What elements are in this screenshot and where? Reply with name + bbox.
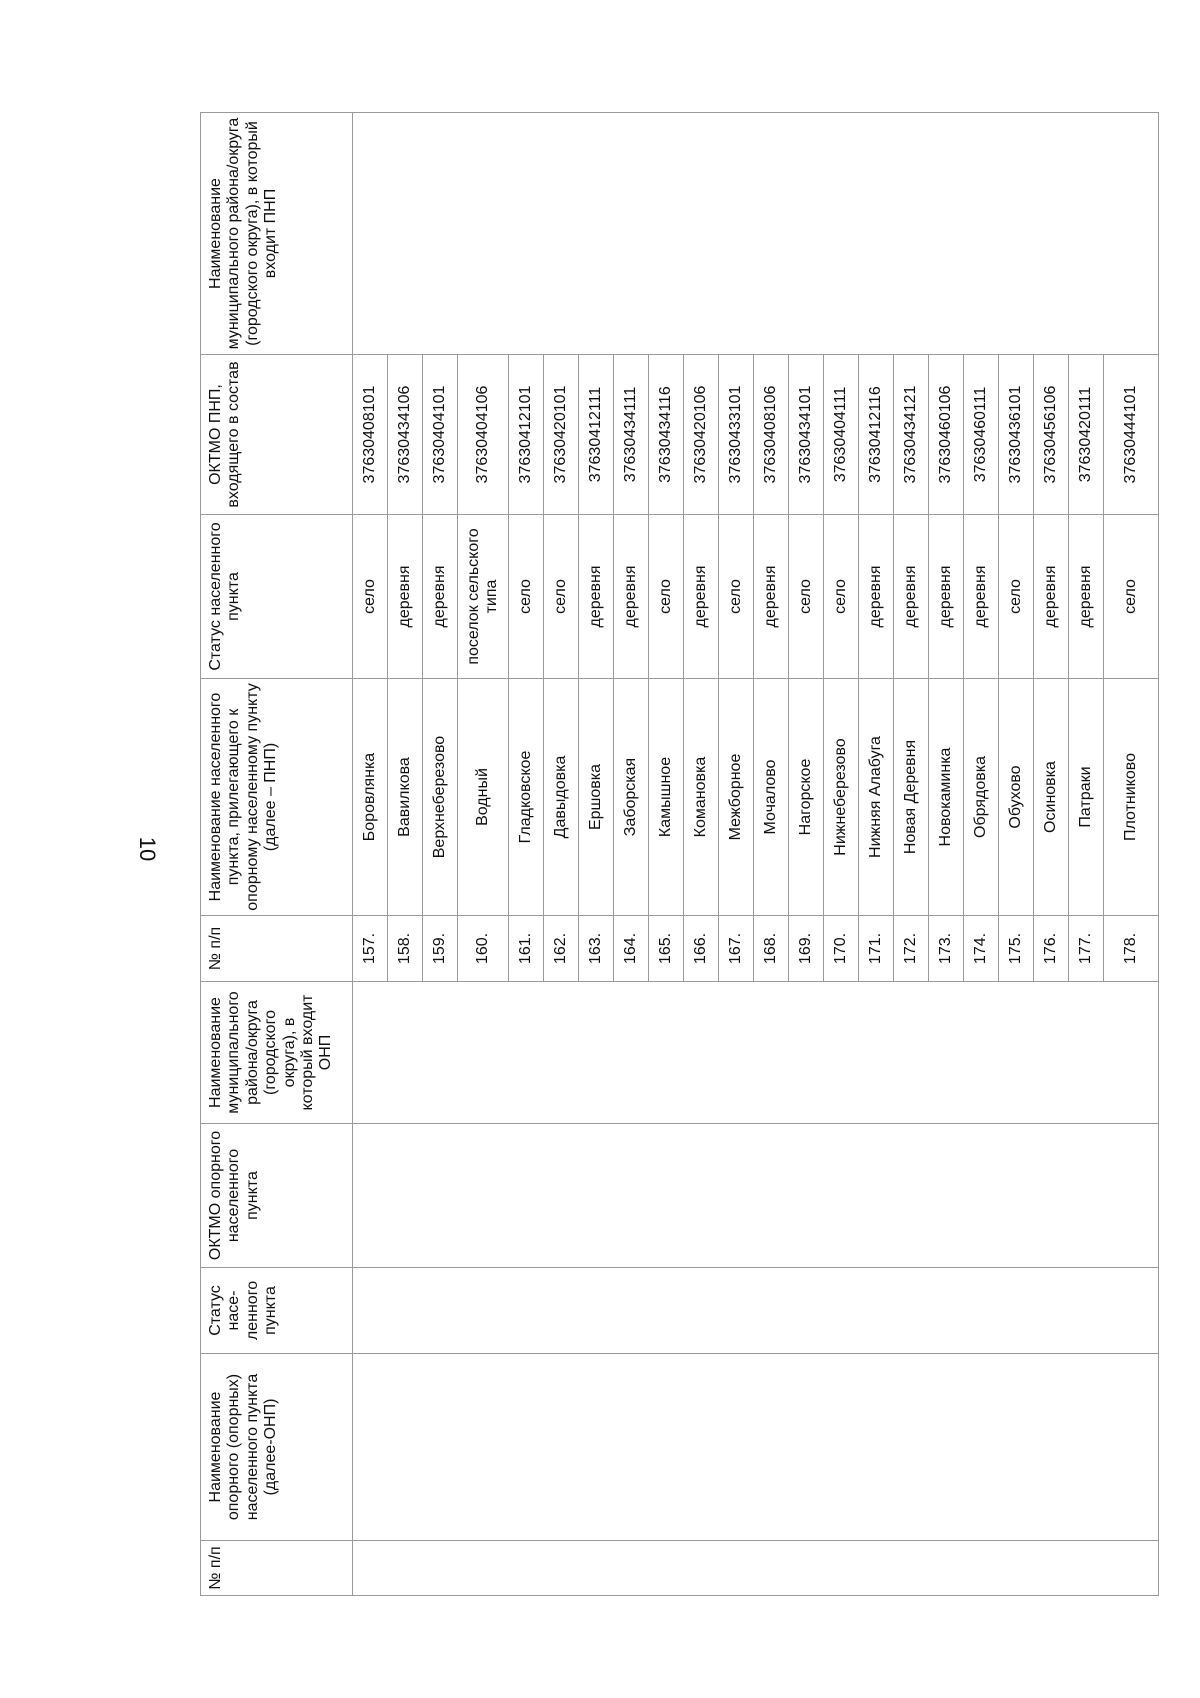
settlement-oktmo: 37630412111 (579, 355, 614, 515)
settlement-status: деревня (754, 515, 789, 679)
settlement-status: село (649, 515, 684, 679)
row-number: 174. (964, 916, 999, 982)
settlement-status: деревня (614, 515, 649, 679)
settlement-status: село (999, 515, 1034, 679)
settlement-oktmo: 37630420101 (544, 355, 579, 515)
row-number: 172. (894, 916, 929, 982)
settlement-name: Камышное (649, 679, 684, 916)
settlement-status: село (719, 515, 754, 679)
settlement-status: деревня (859, 515, 894, 679)
row-number: 161. (509, 916, 544, 982)
settlement-status: деревня (423, 515, 458, 679)
settlement-oktmo: 37630404101 (423, 355, 458, 515)
pnp-district-cell (353, 113, 1159, 355)
settlement-oktmo: 37630404106 (458, 355, 509, 515)
onp-no-cell (353, 1541, 1159, 1596)
settlement-status: село (509, 515, 544, 679)
header-onp-name: Наименование опорного (опорных) населенного пункта (далее-ОНП) (201, 1354, 353, 1541)
row-number: 177. (1069, 916, 1104, 982)
row-number: 173. (929, 916, 964, 982)
header-pnp-no: № п/п (201, 916, 353, 982)
settlement-name: Обухово (999, 679, 1034, 916)
settlement-name: Гладковское (509, 679, 544, 916)
settlement-name: Боровлянка (353, 679, 388, 916)
row-number: 178. (1104, 916, 1159, 982)
row-number: 162. (544, 916, 579, 982)
header-onp-status: Статус насе-ленного пункта (201, 1268, 353, 1354)
settlement-status: село (789, 515, 824, 679)
settlement-name: Новокаминка (929, 679, 964, 916)
settlement-oktmo: 37630404111 (824, 355, 859, 515)
header-pnp-oktmo: ОКТМО ПНП, входящего в состав (201, 355, 353, 515)
settlement-name: Новая Деревня (894, 679, 929, 916)
settlement-status: деревня (1069, 515, 1104, 679)
settlement-oktmo: 37630412116 (859, 355, 894, 515)
settlement-name: Давыдовка (544, 679, 579, 916)
row-number: 164. (614, 916, 649, 982)
header-onp-oktmo: ОКТМО опорного населенного пункта (201, 1124, 353, 1268)
settlement-oktmo: 37630434101 (789, 355, 824, 515)
rotated-table-container (200, 113, 1137, 1596)
settlement-oktmo: 37630436101 (999, 355, 1034, 515)
row-number: 171. (859, 916, 894, 982)
settlement-oktmo: 37630408106 (754, 355, 789, 515)
header-onp-district: Наименование муниципального района/округа (городского округа), в который входит ОНП (201, 982, 353, 1124)
settlement-status: деревня (684, 515, 719, 679)
settlement-oktmo: 37630460111 (964, 355, 999, 515)
settlement-status: село (824, 515, 859, 679)
settlement-oktmo: 37630434106 (388, 355, 423, 515)
settlement-oktmo: 37630444101 (1104, 355, 1159, 515)
settlement-status: село (1104, 515, 1159, 679)
settlement-name: Межборное (719, 679, 754, 916)
header-onp-no: № п/п (201, 1541, 353, 1596)
settlement-oktmo: 37630434121 (894, 355, 929, 515)
settlement-name: Плотниково (1104, 679, 1159, 916)
settlement-name: Патраки (1069, 679, 1104, 916)
settlement-name: Верхнеберезово (423, 679, 458, 916)
settlement-name: Водный (458, 679, 509, 916)
settlement-name: Обрядовка (964, 679, 999, 916)
settlement-oktmo: 37630434116 (649, 355, 684, 515)
row-number: 176. (1034, 916, 1069, 982)
settlement-name: Осиновка (1034, 679, 1069, 916)
header-pnp-status: Статус населенного пункта (201, 515, 353, 679)
settlement-oktmo: 37630460106 (929, 355, 964, 515)
row-number: 169. (789, 916, 824, 982)
settlement-name: Вавилкова (388, 679, 423, 916)
table-row (353, 113, 388, 1596)
settlements-table (200, 112, 1159, 1596)
settlement-status: деревня (964, 515, 999, 679)
row-number: 160. (458, 916, 509, 982)
settlement-name: Нагорское (789, 679, 824, 916)
header-pnp-name: Наименование населенного пункта, прилегающего к опорному населенному пункту (далее – ПНП) (201, 679, 353, 916)
settlement-status: деревня (894, 515, 929, 679)
settlement-status: деревня (1034, 515, 1069, 679)
settlement-status: село (544, 515, 579, 679)
settlement-status: деревня (579, 515, 614, 679)
row-number: 165. (649, 916, 684, 982)
row-number: 166. (684, 916, 719, 982)
onp-district-cell (353, 982, 1159, 1124)
settlement-oktmo: 37630434111 (614, 355, 649, 515)
row-number: 167. (719, 916, 754, 982)
header-pnp-district: Наименование муниципального района/округа (городского округа), в который входит ПНП (201, 113, 353, 355)
row-number: 158. (388, 916, 423, 982)
settlement-oktmo: 37630433101 (719, 355, 754, 515)
settlement-status: деревня (929, 515, 964, 679)
row-number: 163. (579, 916, 614, 982)
settlement-status: деревня (388, 515, 423, 679)
settlement-oktmo: 37630412101 (509, 355, 544, 515)
settlement-status: село (353, 515, 388, 679)
settlement-oktmo: 37630456106 (1034, 355, 1069, 515)
page-number: 10 (135, 836, 160, 862)
row-number: 175. (999, 916, 1034, 982)
row-number: 157. (353, 916, 388, 982)
settlement-status: поселок сельского типа (458, 515, 509, 679)
settlement-oktmo: 37630408101 (353, 355, 388, 515)
onp-oktmo-cell (353, 1124, 1159, 1268)
onp-status-cell (353, 1268, 1159, 1354)
row-number: 159. (423, 916, 458, 982)
row-number: 170. (824, 916, 859, 982)
settlement-name: Мочалово (754, 679, 789, 916)
row-number: 168. (754, 916, 789, 982)
settlement-name: Нижняя Алабуга (859, 679, 894, 916)
settlement-oktmo: 37630420106 (684, 355, 719, 515)
settlement-name: Ершовка (579, 679, 614, 916)
settlement-name: Комановка (684, 679, 719, 916)
settlement-oktmo: 37630420111 (1069, 355, 1104, 515)
settlement-name: Заборская (614, 679, 649, 916)
header-row (201, 113, 353, 1596)
settlement-name: Нижнеберезово (824, 679, 859, 916)
onp-name-cell (353, 1354, 1159, 1541)
